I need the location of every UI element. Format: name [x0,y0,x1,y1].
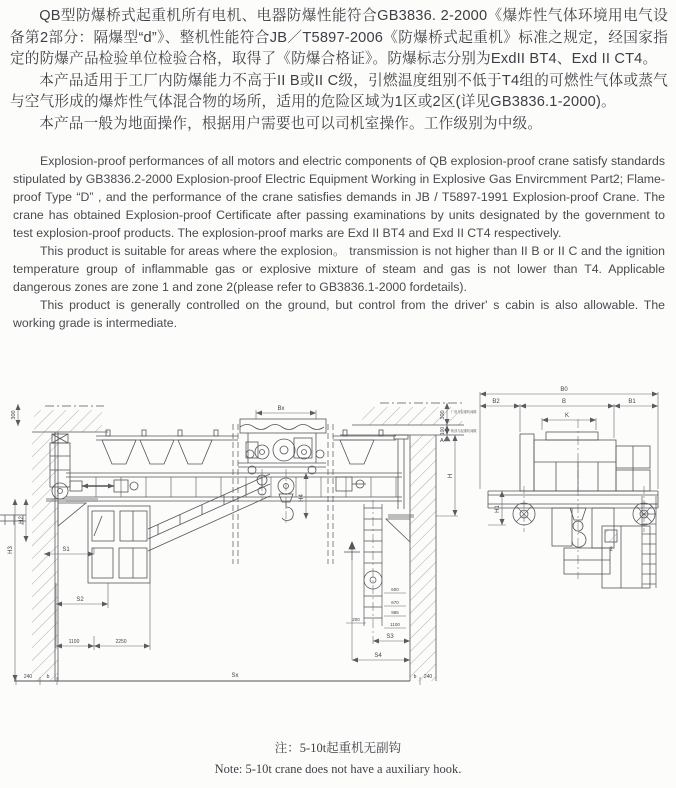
dim-label-1100: 1100 [68,639,80,645]
cn-paragraph-1: QB型防爆桥式起重机所有电机、电器防爆性能符合GB3836. 2-2000《爆炸性气体环境用电气设备第2部分：隔爆型“d”》、整机性能符合JB／T5897-2006《防爆桥式起重机》标准之规定，经国家指定的防爆产品检验单位检验合格，取得了《防爆合格证》。防爆标志分别为ExdII BT4、Exd II CT4。 [10,8,668,67]
dim-label-s3: S3 [386,634,394,640]
technical-drawing [0,374,676,736]
dim-label-200: 200 [352,617,360,622]
bridge-girder [66,435,408,509]
dim-label-b: B [561,399,567,405]
travel-drive-shaft [70,480,138,492]
dim-label-600: 600 [391,587,399,592]
roof-beam-above-trolley [240,419,326,433]
dim-label-h4: H4 [299,494,305,502]
dim-label-240-right: 240 [423,674,433,680]
driver-cab [88,506,150,583]
dim-label-1100b: 1100 [390,622,400,627]
dim-label-a: A [440,438,444,444]
dim-label-bx: Bx [277,406,285,412]
side-view [488,419,658,588]
end-carriage-wheels [513,486,655,532]
cn-paragraph-2: 本产品适用于工厂内防爆能力不高于II B或II C级，引燃温度组别不低于T4组的可燃性气体或蒸气与空气形成的爆炸性气体混合物的场所，适用的危险区域为1区或2区(详见GB3836.1-2000)。 [10,72,668,110]
chinese-intro [10,6,668,135]
left-ceiling [32,406,108,432]
right-wall [386,435,436,681]
dim-label-300-left: 300 [11,410,17,420]
note-cn: 注：5-10t起重机无副钩 [274,741,402,755]
dim-label-h3: H3 [8,546,14,554]
front-view-dimensions [8,403,477,685]
dim-label-100-right: 100 [440,426,446,436]
dim-label-985: 985 [391,610,399,615]
english-intro [13,152,665,332]
dim-label-240-left: 240 [23,674,33,680]
footnotes [0,738,676,780]
dim-label-b2: B2 [492,399,500,405]
center-ladder-column [364,500,382,644]
dim-label-b-right: b [413,674,417,680]
roof-truss-left [96,430,238,464]
dim-label-s1: S1 [62,547,70,553]
dim-label-s4: S4 [374,653,382,659]
dim-label-sx: Sx [231,673,239,679]
dim-label-b0: B0 [560,387,568,393]
en-paragraph-2: This product is suitable for areas where the explosion。 transmission is not higher than II B or II C and the ignition temperature group of inflammable gas or explosive mixture of steam and gas is not lower than T4. Applicable dangerous zones are zone 1 and zone 2(please refer to GB3836.1-2000 fordetails). [13,244,665,294]
dim-label-2250: 2250 [115,639,127,645]
stair-railing [148,474,270,551]
side-cab [602,526,650,588]
girder-motor [336,477,366,491]
cn-paragraph-3: 本产品一般为地面操作，根据用户需要也可以司机室操作。工作级别为中级。 [39,115,543,132]
left-wall [32,432,58,681]
dim-label-k: K [564,413,570,419]
crane-general-arrangement-drawing [0,374,676,736]
annotation-clearance-top: 厂房与起重机间隙 [451,410,477,414]
side-hook-and-boxes [552,419,614,579]
dim-label-h1: H1 [495,505,501,513]
dim-label-h2: H2 [19,516,25,524]
elevation-arrow [344,542,360,660]
dim-label-670: 670 [391,600,399,605]
en-paragraph-1: Explosion-proof performances of all motors and electric components of QB explosion-proof crane satisfy standards stipulated by GB3836.2-2000 Explosion-proof Electric Equipment Working in Explosive Gas Envircmment Part2; Flame-proof Type “D” , and the performance of the crane satisfies demands in JB / T5897-1991 Explosion-proof Crane. The crane has obtained Explosion-proof Certificate after passing examinations by units designated by the government to test explosion-proof products. The explosion-proof marks are Exd II BT4 and Exd II CT4 respectively. [13,154,665,240]
dim-label-b1: B1 [628,399,636,405]
trolley [238,433,326,474]
note-en: Note: 5-10t crane does not have a auxiliary hook. [214,762,462,776]
dim-label-h: H [448,473,454,479]
marker-label-2: 2 [609,547,613,553]
dim-label-300-right: 300 [440,410,446,420]
dim-label-b-left: b [46,674,50,680]
en-paragraph-3: This product is generally controlled on the ground, but control from the driver' s cabin is also allowable. The working grade is intermediate. [13,298,665,330]
dim-label-s2: S2 [76,597,84,603]
annotation-clearance-bottom: 轨顶与起重机间隙 [451,429,477,433]
